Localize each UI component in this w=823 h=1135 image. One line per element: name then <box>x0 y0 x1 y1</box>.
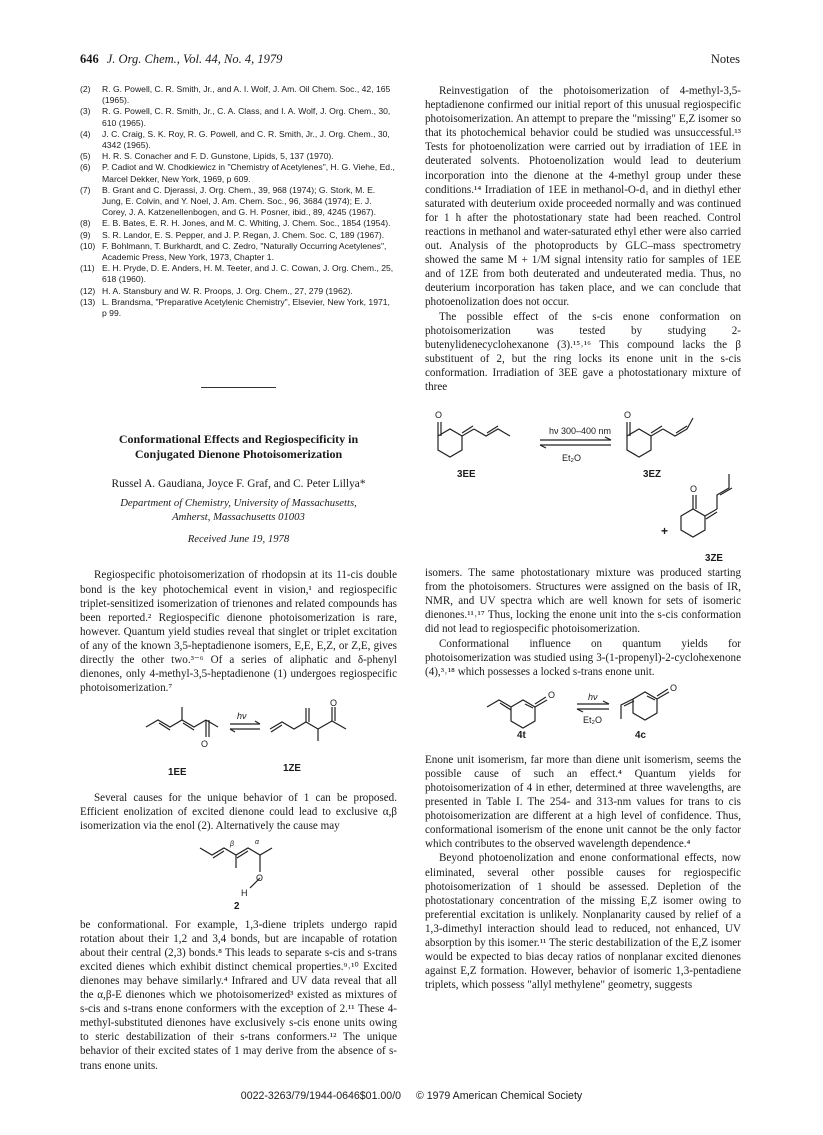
reference-item: (7) B. Grant and C. Djerassi, J. Org. Chem., 39, 968 (1974); G. Stork, M. E. Jung, E. Colvin, and Y. Noel, J. Am. Chem. Soc., 96, 3684 (1974); E. J. Corey, J. A. Katzenellenbogen, and G. H. Posner, ibid., 89, 4245 (1967). <box>80 184 377 218</box>
running-head <box>80 52 740 68</box>
compound-label-3ee: 3EE <box>457 469 476 481</box>
irradiation-conditions: hν 300–400 nm <box>549 426 612 437</box>
paragraph: The possible effect of the s-cis enone conformation on photoisomerization was tested by studying 2-butenylidenecyclohexanone (3).¹⁵˒¹⁶ This compound lacks the β substituent of 2, but the ring locks its enone unit in the s-cis conformation. Irradiation of 3EE gave a photostationary mixture of three <box>425 310 741 393</box>
reference-item: (11) E. H. Pryde, D. E. Anders, H. M. Teeter, and J. C. Cowan, J. Org. Chem., 25, 618 (1960). <box>80 263 394 285</box>
alpha-label: α <box>255 838 259 846</box>
paragraph: Reinvestigation of the photoisomerization of 4-methyl-3,5-heptadienone confirmed our initial report of this unusual regiospecific photoisomerization. An attempt to prepare the "missing" E,Z isomer so that its photochemical behavior could be studied was unsuccessful.¹³ Tests for photoenolization were carried out by irradiation of 1EE in deuterated solvents. Photoenolization would lead to deuterium incorporation into the dienone at the 4-methyl group under these conditions.¹⁴ Irradiation of 1EE in methanol-O-d₁ and in diethyl ether saturated with deuterium oxide proceeded normally and was continued for 1 h after the photostationary state had been reached. Control reactions in methanol and water-saturated ethyl ether were also carried out. Analysis of the photoproducts by GLC–mass spectrometry showed the same M + 1/M signal intensity ratio for samples of 1EE and of 1ZE from both deuterated and undeuterated media. Thus, no deuterium incorporation has taken place, and we can conclude that photoenolization does not occur. <box>425 85 741 309</box>
reference-item: (4) J. C. Craig, S. K. Roy, R. G. Powell, and C. R. Smith, Jr., J. Org. Chem., 30, 4342 (1965). <box>80 128 390 151</box>
section-name: Notes <box>710 52 740 66</box>
oxygen-label: O <box>670 682 678 693</box>
oxygen-label: O <box>330 698 338 709</box>
author-affiliation: Department of Chemistry, University of Massachusetts, Amherst, Massachusetts 01003 <box>120 497 357 523</box>
compound-label-2: 2 <box>234 900 240 912</box>
left-column <box>80 84 397 1073</box>
hydrogen-label: H <box>241 887 248 898</box>
section-divider <box>201 387 276 388</box>
reference-item: (12) H. A. Stansbury and W. R. Proops, J. Org. Chem., 27, 279 (1962). <box>80 285 353 296</box>
reference-item: (9) S. R. Landor, E. S. Pepper, and J. P. Regan, J. Chem. Soc. C, 189 (1967). <box>80 229 385 240</box>
reference-item: (13) L. Brandsma, "Preparative Acetylenic Chemistry", Elsevier, New York, 1971, p 99. <box>80 296 390 319</box>
paragraph: Beyond photoenolization and enone conformational effects, now eliminated, several other possible causes for regiospecific photoisomerization of 1 should be assessed. Depletion of the photostationary concentration of the missing E,Z isomer owing to preferential excitation is unlikely. Nonplanarity caused by relief of a 1,3-dimethyl interaction should lead to reduced, not enhanced, UV absorption by this isomer.¹¹ The steric destabilization of the E,Z isomer would be expected to bias decay ratios of nonplanar excited dienones against E,Z formation. However, behavior of isomeric 1,3-pentadiene triplets, which possess "allyl methylene" geometry, suggests <box>425 852 741 992</box>
paragraph: Conformational influence on quantum yields for photoisomerization was studied using 3-(1-propenyl)-2-cyclohexenone (4),³˒¹⁸ which possesses a locked s-trans enone unit. <box>425 637 741 678</box>
structure-drawing <box>425 679 741 743</box>
compound-label-4t: 4t <box>517 729 526 741</box>
scheme-3ee-photoisomerization <box>425 396 741 566</box>
page-number: 646 <box>80 52 99 66</box>
journal-citation: J. Org. Chem., Vol. 44, No. 4, 1979 <box>106 52 283 66</box>
compound-label-1ze: 1ZE <box>283 763 301 775</box>
oxygen-label: O <box>256 872 264 883</box>
oxygen-label: O <box>690 484 698 495</box>
reference-item: (3) R. G. Powell, C. R. Smith, Jr., C. A. Class, and I. A. Wolf, J. Org. Chem., 30, 610 (1965). <box>80 106 391 128</box>
received-date: Received June 19, 1978 <box>187 533 290 546</box>
hv-label: hν <box>588 691 598 702</box>
page-footer <box>0 1090 823 1102</box>
scheme-enol-2 <box>80 834 397 912</box>
paragraph: Regiospecific photoisomerization of rhodopsin at its 11-cis double bond is the key photochemical event in vision,¹ and regiospecific triplet-sensitized isomerization of trienones and related compounds has been reported.² Regiospecific dienone photoisomerization is rare, however. Quantum yield studies reveal that singlet or triplet excitation of any of the known 3,5-heptadienone isomers, E,E, E,Z, or Z,E, gives directly the other two.³⁻⁶ Of a series of aliphatic and δ-phenyl dienones, only 4-methyl-3,5-heptadienone (1) undergoes regiospecific photoisomerization.⁷ <box>80 569 397 695</box>
compound-label-3ze: 3ZE <box>705 553 723 565</box>
reference-item: (6) P. Cadiot and W. Chodkiewicz in "Chemistry of Acetylenes", H. G. Viehe, Ed., Marcel Dekker, New York, 1969, p 609. <box>80 162 395 184</box>
paragraph: be conformational. For example, 1,3-diene triplets undergo rapid rotation about their 1,2 and 3,4 bonds, but are incapable of rotation about their central (2,3) bonds.⁸ This leads to separate s-cis and s-trans excited dienes which exhibit distinct chemical properties.⁹˒¹⁰ Excited dienones may behave similarly.⁴ Infrared and UV data reveal that all the α,β-E dienones which we photoisomerized³ existed as mixtures of s-cis and s-trans enone conformers with the exception of 2.¹¹ These 4-methyl-substituted dienones have exclusively s-cis enone units owing to steric destabilization of their s-trans conformers.¹² The unique behavior of their excited states of 1 may derive from the absence of s-trans enone units. <box>80 918 397 1072</box>
oxygen-label: O <box>201 739 209 750</box>
compound-label-3ez: 3EZ <box>643 469 661 481</box>
paragraph: Several causes for the unique behavior of 1 can be proposed. Efficient enolization of excited dienone could lead to exclusive α,β isomerization via the enol (2). Alternatively the cause may <box>80 792 397 833</box>
scheme-4t-4c <box>425 679 741 743</box>
oxygen-label: O <box>624 410 632 421</box>
oxygen-label: O <box>435 410 443 421</box>
publication-code: 0022-3263/79/1944-0646$01.00/0 <box>240 1090 402 1102</box>
solvent-label: Et₂O <box>562 453 581 464</box>
reference-item: (2) R. G. Powell, C. R. Smith, Jr., and A. I. Wolf, J. Am. Oil Chem. Soc., 42, 165 (1965). <box>80 84 391 106</box>
reference-item: (8) E. B. Bates, E. R. H. Jones, and M. C. Whiting, J. Chem. Soc., 1854 (1954). <box>80 218 391 229</box>
beta-label: β <box>230 840 234 848</box>
reference-item: (10) F. Bohlmann, T. Burkhardt, and C. Zedro, "Naturally Occurring Acetylenes", Academic Press, New York, 1973, Chapter 1. <box>80 240 387 263</box>
oxygen-label: O <box>548 689 556 700</box>
compound-label-4c: 4c <box>635 729 646 741</box>
reference-item: (5) H. R. S. Conacher and F. D. Gunstone, Lipids, 5, 137 (1970). <box>80 151 334 162</box>
scheme-1ee-1ze <box>80 699 397 787</box>
solvent-label: Et₂O <box>583 714 602 725</box>
paragraph: Enone unit isomerism, far more than diene unit isomerism, seems the possible cause of such an effect.⁴ Quantum yields for photoisomerization of 4 in ether, determined at three wavelengths, are presented in Table I. The 254- and 313-nm values for trans to cis photoisomerization are different at a high level of confidence. Thus, conformational isomerism of the enone unit cannot be the only factor which contributes to the observed wavelength dependence.⁴ <box>425 753 741 851</box>
reference-list <box>80 84 397 319</box>
plus-sign: + <box>661 524 669 539</box>
compound-label-1ee: 1EE <box>168 767 187 779</box>
copyright-notice: © 1979 American Chemical Society <box>415 1090 583 1102</box>
article-authors: Russel A. Gaudiana, Joyce F. Graf, and C. Peter Lillya* <box>111 478 366 491</box>
article-title: Conformational Effects and Regiospecificity in Conjugated Dienone Photoisomerization <box>118 432 359 462</box>
right-column <box>425 84 741 992</box>
hv-label: hν <box>237 711 247 722</box>
paragraph: isomers. The same photostationary mixture was produced starting from the photoisomers. Structures were assigned on the basis of IR, NMR, and UV spectra which are well known for sets of isomeric dienones.¹¹˒¹⁷ Thus, locking the enone unit into the s-cis conformation did not lead to regiospecific photoisomerization. <box>425 567 741 636</box>
